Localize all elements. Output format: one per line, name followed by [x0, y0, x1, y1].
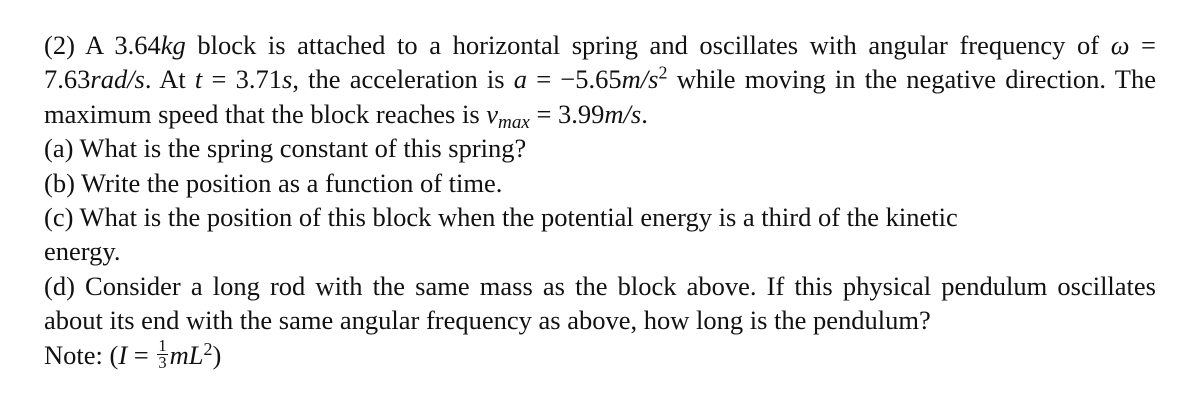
problem-statement: [44, 28, 1156, 372]
problem-intro: (2) A 3.64kg block is attached to a horizontal spring and oscillates with angular frequency of ω = 7.63rad/s. At t = 3.71s, the acceleration is $a = -5.65m/s^2$ while moving in the negative direction. The maximum speed that the block reaches is $v_{max} = 3.99m/s$.: [44, 30, 1156, 133]
problem-number: (2): [44, 30, 75, 60]
part-d: (d) Consider a long rod with the same mass as the block above. If this physical pendulum oscillates about its end with the same angular frequency as above, how long is the pendulum?: [44, 270, 1156, 336]
part-c-line2: energy.: [44, 236, 121, 267]
part-a: (a) What is the spring constant of this spring?: [44, 133, 527, 164]
part-b: (b) Write the position as a function of time.: [44, 167, 503, 198]
one-third-fraction: $\frac{1}{3}$: [158, 335, 167, 373]
note-label: Note: (: [44, 339, 119, 370]
part-c-line1: (c) What is the position of this block when the potential energy is a third of the kinetic: [44, 202, 958, 233]
note: Note: (I = $\frac{1}{3}$ $mL^2$): [44, 335, 222, 373]
